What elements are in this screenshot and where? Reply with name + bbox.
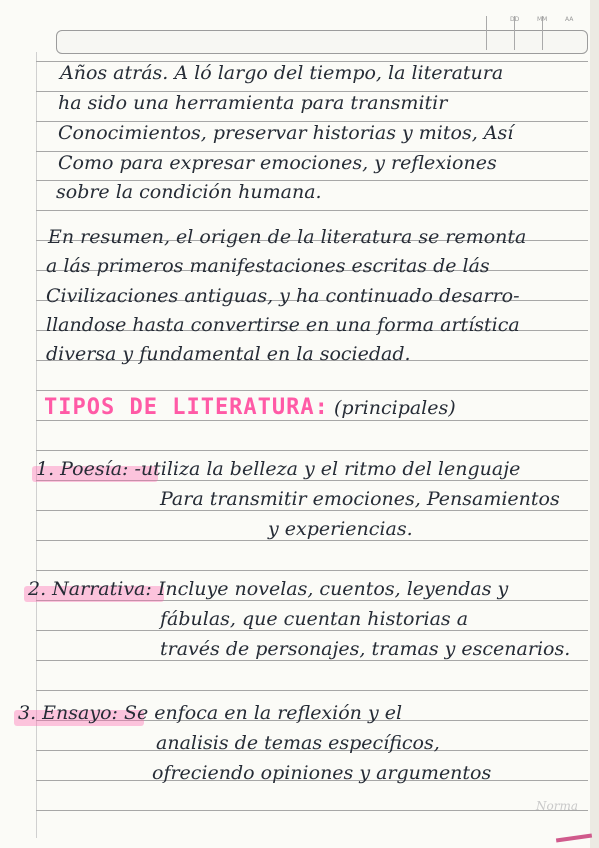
text-line: Como para expresar emociones, y reflexiones (58, 152, 497, 174)
rule-line (36, 630, 588, 631)
heading-title: TIPOS DE LITERATURA: (44, 395, 329, 420)
text-line: Civilizaciones antiguas, y ha continuado desarro- (46, 285, 520, 307)
rule-line (36, 420, 588, 421)
rule-line (36, 660, 588, 661)
rule-line (36, 390, 588, 391)
rule-line (36, 210, 588, 211)
date-label-day: DD (510, 16, 520, 23)
text-line: ha sido una herramienta para transmitir (58, 92, 448, 114)
rule-line (36, 450, 588, 451)
brand-logo: Norma (536, 799, 578, 813)
rule-line (36, 540, 588, 541)
text-line: analisis de temas específicos, (156, 732, 440, 754)
list-item-poesia: 1. Poesía: -utiliza la belleza y el ritmo del lenguaje (36, 458, 521, 480)
text-line: diversa y fundamental en la sociedad. (46, 343, 411, 365)
date-label-year: AA (565, 16, 574, 23)
corner-mark (556, 834, 592, 843)
text-line: través de personajes, tramas y escenarios. (160, 638, 571, 660)
text-line: sobre la condición humana. (56, 181, 322, 203)
text-line: a lás primeros manifestaciones escritas de lás (46, 255, 490, 277)
text-line: llandose hasta convertirse en una forma artística (46, 314, 520, 336)
section-heading (44, 395, 456, 420)
rule-line (36, 810, 588, 811)
rule-line (36, 570, 588, 571)
text-line: y experiencias. (268, 518, 413, 540)
list-item-ensayo: 3. Ensayo: Se enfoca en la reflexión y el (18, 702, 403, 724)
list-item-narrativa: 2. Narrativa: Incluye novelas, cuentos, leyendas y (28, 578, 509, 600)
text-line: Conocimientos, preservar historias y mitos, Así (58, 122, 514, 144)
rule-line (36, 690, 588, 691)
text-line: Años atrás. A ló largo del tiempo, la literatura (60, 62, 504, 84)
rule-line (36, 510, 588, 511)
date-label-month: MM (537, 16, 548, 23)
page-edge (590, 0, 599, 848)
text-line: Para transmitir emociones, Pensamientos (160, 488, 560, 510)
text-line: En resumen, el origen de la literatura se remonta (48, 226, 527, 248)
heading-subtitle: (principales) (334, 397, 456, 419)
text-line: fábulas, que cuentan historias a (160, 608, 469, 630)
text-line: ofreciendo opiniones y argumentos (152, 762, 492, 784)
